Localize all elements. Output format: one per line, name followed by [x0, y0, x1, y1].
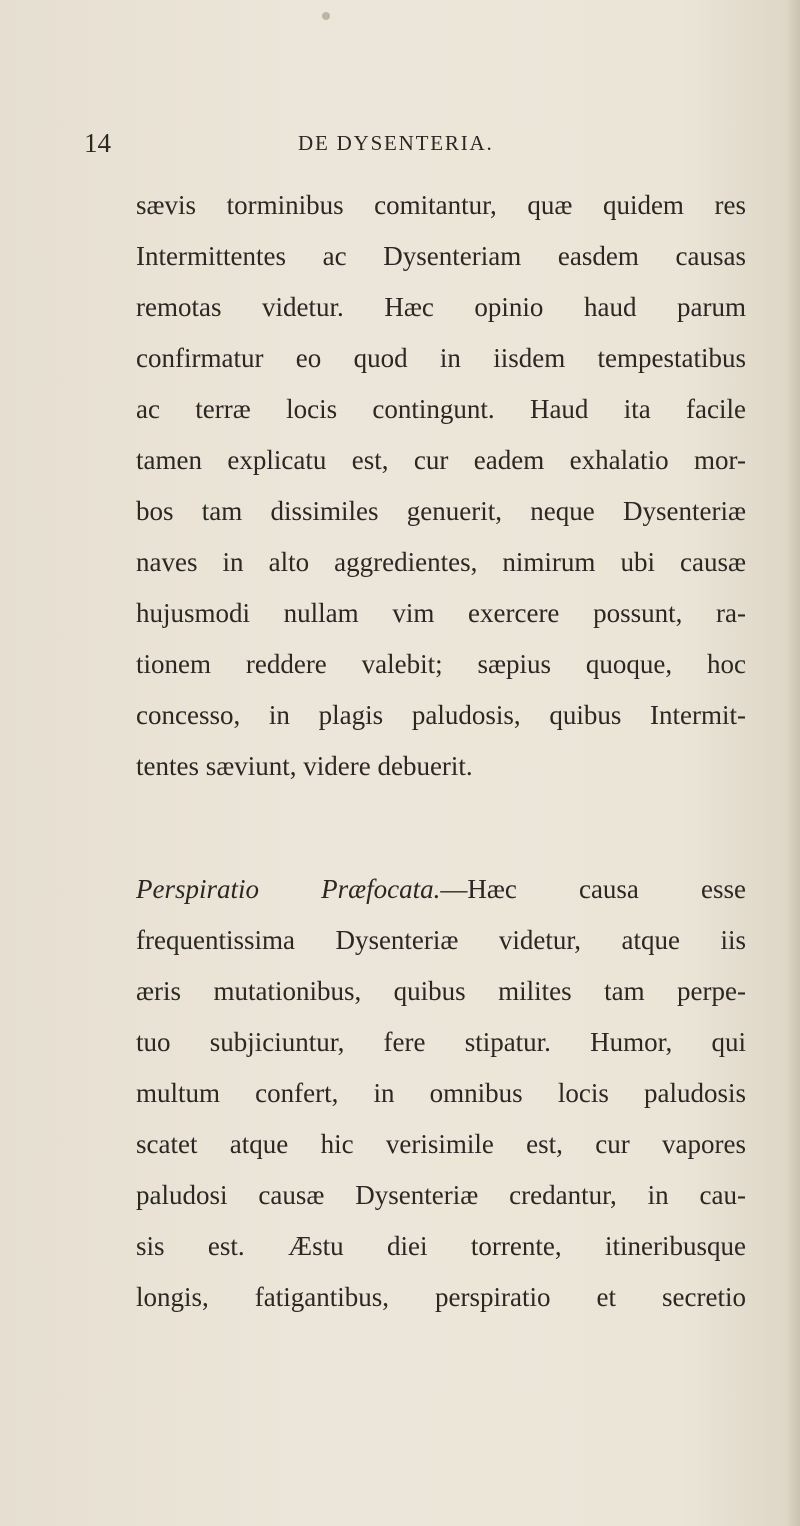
- section-heading: Perspiratio Præfocata.: [136, 874, 441, 904]
- text-line: sis est. Æstu diei torrente, itineribusque: [136, 1231, 746, 1261]
- page-number: 14: [84, 128, 111, 158]
- text-line: hujusmodi nullam vim exercere possunt, ra-: [136, 598, 746, 628]
- text-line: tionem reddere valebit; sæpius quoque, hoc: [136, 649, 746, 679]
- text-line: frequentissima Dysenteriæ videtur, atque iis: [136, 925, 746, 955]
- text-line-rest: —Hæc causa esse: [440, 874, 747, 904]
- text-line: remotas videtur. Hæc opinio haud parum: [136, 292, 746, 322]
- text-line: scatet atque hic verisimile est, cur vapores: [136, 1129, 746, 1159]
- text-line: longis, fatigantibus, perspiratio et secretio: [136, 1282, 746, 1312]
- text-line: bos tam dissimiles genuerit, neque Dysenteriæ: [136, 496, 746, 526]
- text-line: sævis torminibus comitantur, quæ quidem res: [136, 190, 746, 220]
- text-line: tentes sæviunt, videre debuerit.: [136, 751, 473, 781]
- text-line: ac terræ locis contingunt. Haud ita facile: [136, 394, 746, 424]
- text-line: Intermittentes ac Dysenteriam easdem causas: [136, 241, 746, 271]
- text-line: æris mutationibus, quibus milites tam perpe-: [136, 976, 746, 1006]
- running-head: DE DYSENTERIA.: [298, 131, 494, 155]
- text-line: paludosi causæ Dysenteriæ credantur, in cau-: [136, 1180, 746, 1210]
- text-line: tamen explicatu est, cur eadem exhalatio mor-: [136, 445, 746, 475]
- paragraph-spacer: [136, 792, 746, 864]
- body-text: [136, 180, 746, 1323]
- text-line: concesso, in plagis paludosis, quibus Intermit-: [136, 700, 746, 730]
- text-line: multum confert, in omnibus locis paludosis: [136, 1078, 746, 1108]
- ink-spot: [322, 12, 330, 20]
- text-line: naves in alto aggredientes, nimirum ubi causæ: [136, 547, 746, 577]
- page-header: [84, 128, 724, 168]
- text-line: confirmatur eo quod in iisdem tempestatibus: [136, 343, 746, 373]
- page-edge-shadow: [786, 0, 800, 1526]
- text-line: tuo subjiciuntur, fere stipatur. Humor, qui: [136, 1027, 746, 1057]
- paragraph-2: [136, 864, 746, 1323]
- text-line-first: [136, 864, 746, 915]
- paragraph-1: [136, 180, 746, 792]
